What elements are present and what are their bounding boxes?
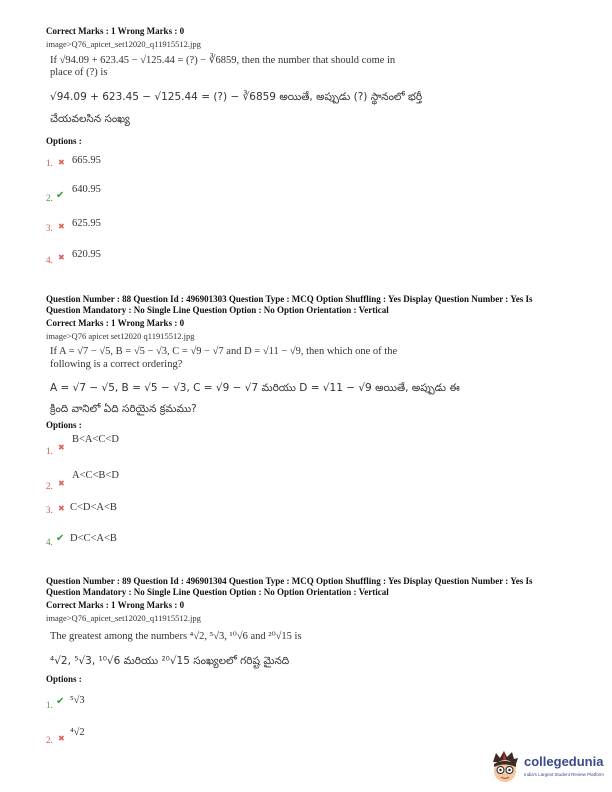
logo-brand: collegedunia <box>524 754 604 769</box>
check-icon: ✔ <box>56 190 65 201</box>
marks-info: Correct Marks : 1 Wrong Marks : 0 <box>46 600 185 610</box>
option-text: 620.95 <box>72 249 101 260</box>
option-text: D<C<A<B <box>70 533 117 544</box>
options-label: Options : <box>46 136 82 146</box>
question-text-te: A = √7 − √5, B = √5 − √3, C = √9 − √7 మరియు D = √11 − √9 అయితే, అప్పుడు ఈ <box>50 382 460 394</box>
question-text-en: If A = √7 − √5, B = √5 − √3, C = √9 − √7 and D = √11 − √9, then which one of the <box>50 346 398 357</box>
question-text-te: క్రింది వానిలో ఏది సరియైన క్రమము? <box>50 403 197 415</box>
question-text-en: The greatest among the numbers ⁴√2, ⁵√3, ¹⁰√6 and ²⁰√15 is <box>50 631 302 642</box>
collegedunia-logo <box>490 748 608 788</box>
option-text: A<C<B<D <box>72 470 119 481</box>
option-number: 2. <box>46 735 53 745</box>
mascot-icon <box>490 750 520 784</box>
options-label: Options : <box>46 420 82 430</box>
option-number: 2. <box>46 193 53 203</box>
options-label: Options : <box>46 674 82 684</box>
question-header: Question Mandatory : No Single Line Question Option : No Option Orientation : Vertical <box>46 305 389 315</box>
check-icon: ✔ <box>56 533 65 544</box>
marks-info: Correct Marks : 1 Wrong Marks : 0 <box>46 26 185 36</box>
check-icon: ✔ <box>56 696 65 707</box>
question-header: Question Mandatory : No Single Line Question Option : No Option Orientation : Vertical <box>46 587 389 597</box>
question-text-te: చేయవలసిన సంఖ్య <box>50 113 130 125</box>
question-text-te: ⁴√2, ⁵√3, ¹⁰√6 మరియు ²⁰√15 సంఖ్యలలో గరిష్ట మైనది <box>50 655 290 667</box>
option-number: 3. <box>46 223 53 233</box>
question-text-en: following is a correct ordering? <box>50 359 183 370</box>
question-header: Question Number : 88 Question Id : 496901303 Question Type : MCQ Option Shuffling : Yes Display Question Number : Yes Is <box>46 294 533 304</box>
option-number: 1. <box>46 158 53 168</box>
logo-tagline: India's Largest Student Review Platform <box>524 772 604 777</box>
image-filename: image>Q76 apicet set12020 q11915512.jpg <box>46 331 195 341</box>
question-header: Question Number : 89 Question Id : 496901304 Question Type : MCQ Option Shuffling : Yes Display Question Number : Yes Is <box>46 576 533 586</box>
cross-icon: ✖ <box>58 734 65 743</box>
option-number: 2. <box>46 481 53 491</box>
cross-icon: ✖ <box>58 443 65 452</box>
option-text: ⁵√3 <box>70 695 85 706</box>
cross-icon: ✖ <box>58 504 65 513</box>
cross-icon: ✖ <box>58 222 65 231</box>
option-text: 625.95 <box>72 218 101 229</box>
image-filename: image>Q76_apicet_set12020_q11915512.jpg <box>46 613 201 623</box>
option-text: ⁴√2 <box>70 727 85 738</box>
cross-icon: ✖ <box>58 158 65 167</box>
option-text: B<A<C<D <box>72 434 119 445</box>
option-text: C<D<A<B <box>70 502 117 513</box>
option-number: 1. <box>46 446 53 456</box>
cross-icon: ✖ <box>58 253 65 262</box>
marks-info: Correct Marks : 1 Wrong Marks : 0 <box>46 318 185 328</box>
question-text-te: √94.09 + 623.45 − √125.44 = (?) − ∛6859 అయితే, అప్పుడు (?) స్థానంలో భర్తీ <box>50 91 423 103</box>
option-number: 1. <box>46 700 53 710</box>
option-text: 640.95 <box>72 184 101 195</box>
option-text: 665.95 <box>72 155 101 166</box>
option-number: 4. <box>46 537 53 547</box>
cross-icon: ✖ <box>58 479 65 488</box>
option-number: 4. <box>46 255 53 265</box>
image-filename: image>Q76_apicet_set12020_q11915512.jpg <box>46 39 201 49</box>
question-text-en: If √94.09 + 623.45 − √125.44 = (?) − ∛6859, then the number that should come in <box>50 55 396 66</box>
option-number: 3. <box>46 505 53 515</box>
question-text-en: place of (?) is <box>50 67 108 78</box>
